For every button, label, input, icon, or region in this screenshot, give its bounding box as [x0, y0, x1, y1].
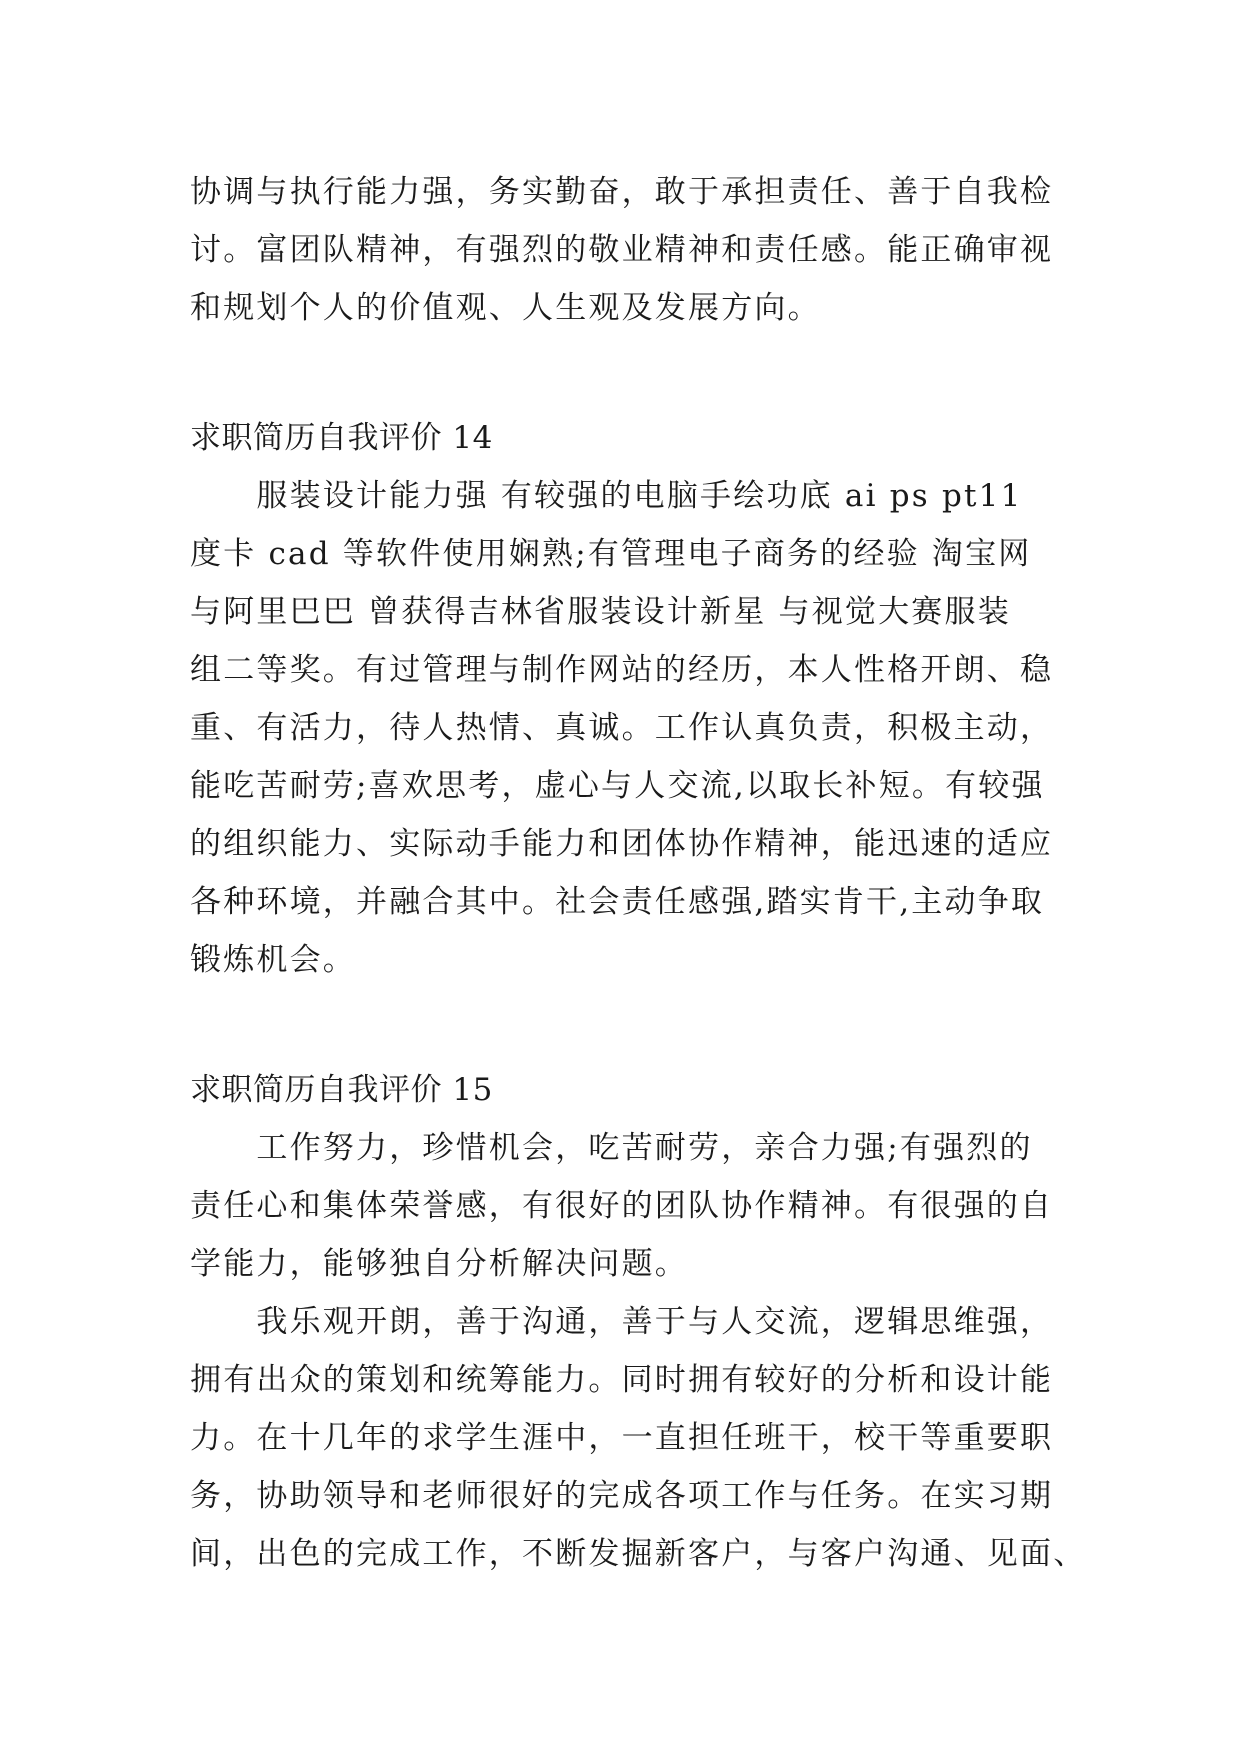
- text-line: 组二等奖。有过管理与制作网站的经历，本人性格开朗、稳: [190, 652, 1054, 688]
- text-line: 与阿里巴巴 曾获得吉林省服装设计新星 与视觉大赛服装: [190, 594, 1011, 630]
- text-line: 间，出色的完成工作，不断发掘新客户，与客户沟通、见面、: [190, 1536, 1087, 1572]
- text-line: 重、有活力，待人热情、真诚。工作认真负责，积极主动，: [190, 710, 1054, 746]
- document-body: [190, 163, 1087, 1583]
- section-14: [190, 409, 1060, 989]
- text-line: 责任心和集体荣誉感，有很好的团队协作精神。有很强的自: [190, 1188, 1054, 1224]
- section-heading: 求职简历自我评价 15: [190, 1072, 493, 1108]
- text-line: 拥有出众的策划和统筹能力。同时拥有较好的分析和设计能: [190, 1362, 1054, 1398]
- section-gap: [190, 337, 1060, 409]
- top-paragraph: [190, 163, 1060, 337]
- section-15: [190, 1061, 1087, 1583]
- text-line: 我乐观开朗，善于沟通，善于与人交流，逻辑思维强，: [190, 1304, 1054, 1340]
- paragraph: [190, 1293, 1087, 1583]
- paragraph: [190, 1119, 1060, 1293]
- text-line: 的组织能力、实际动手能力和团体协作精神，能迅速的适应: [190, 826, 1054, 862]
- text-line: 服装设计能力强 有较强的电脑手绘功底 ai ps pt11: [190, 478, 1023, 514]
- text-line: 力。在十几年的求学生涯中，一直担任班干，校干等重要职: [190, 1420, 1054, 1456]
- text-line: 度卡 cad 等软件使用娴熟;有管理电子商务的经验 淘宝网: [190, 536, 1032, 572]
- section-gap: [190, 989, 1060, 1061]
- text-line: 工作努力，珍惜机会，吃苦耐劳，亲合力强;有强烈的: [190, 1130, 1033, 1166]
- text-line: 讨。富团队精神，有强烈的敬业精神和责任感。能正确审视: [190, 232, 1054, 268]
- text-line: 学能力，能够独自分析解决问题。: [190, 1246, 688, 1282]
- section-heading: 求职简历自我评价 14: [190, 420, 493, 456]
- text-line: 务，协助领导和老师很好的完成各项工作与任务。在实习期: [190, 1478, 1054, 1514]
- text-line: 和规划个人的价值观、人生观及发展方向。: [190, 290, 821, 326]
- text-line: 能吃苦耐劳;喜欢思考，虚心与人交流,以取长补短。有较强: [190, 768, 1045, 804]
- text-line: 各种环境，并融合其中。社会责任感强,踏实肯干,主动争取: [190, 884, 1045, 920]
- text-line: 锻炼机会。: [190, 942, 356, 978]
- text-line: 协调与执行能力强，务实勤奋，敢于承担责任、善于自我检: [190, 174, 1054, 210]
